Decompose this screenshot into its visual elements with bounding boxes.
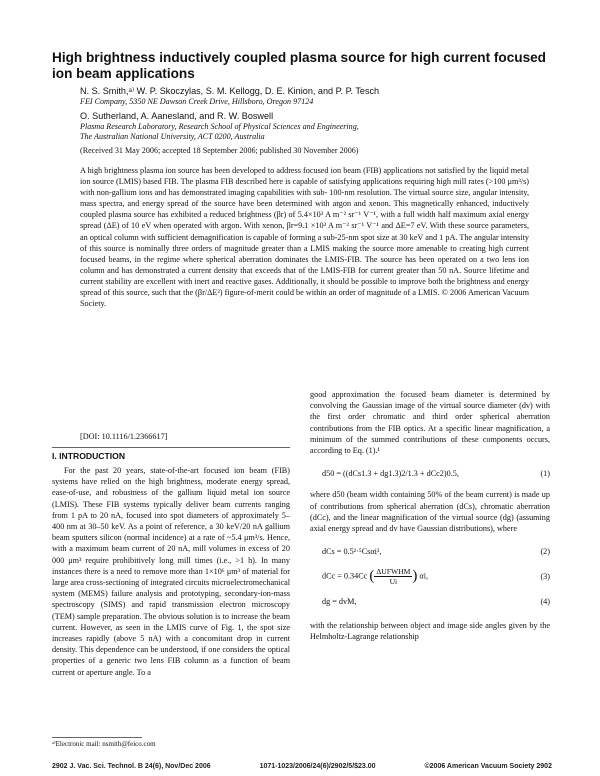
section-heading: I. INTRODUCTION [52, 451, 126, 461]
equation-3-lhs: dCc = 0.34Cc [322, 571, 368, 581]
left-column [52, 465, 290, 678]
equation-4-number: (4) [540, 597, 550, 607]
author-list-1: N. S. Smith,ᵃ⁾ W. P. Skoczylas, S. M. Kellogg, D. E. Kinion, and P. P. Tesch [80, 86, 380, 96]
equation-3-number: (3) [540, 572, 550, 582]
page-footer [52, 763, 552, 770]
equation-3-denominator: Ui [389, 577, 398, 587]
footer-copyright: ©2006 American Vacuum Society 2902 [424, 763, 552, 770]
right-column [310, 389, 550, 642]
equation-3-open-paren: ( [369, 568, 375, 585]
equation-2-body: dCs = 0.5²·⁵Csαi³, [322, 547, 382, 557]
equation-3-close-paren: ) [412, 568, 418, 585]
footer-journal: 2902 J. Vac. Sci. Technol. B 24(6), Nov/Dec 2006 [52, 763, 211, 770]
affiliation-2b: The Australian National University, ACT 0200, Australia [80, 132, 265, 141]
equation-3-rhs: αi, [419, 571, 429, 581]
abstract-divider [52, 447, 290, 448]
author-list-2: O. Sutherland, A. Aanesland, and R. W. Boswell [80, 111, 274, 121]
footer-issn: 1071-1023/2006/24(6)/2902/5/$23.00 [259, 763, 376, 770]
equation-2-number: (2) [540, 547, 550, 557]
affiliation-1: FEI Company, 5350 NE Dawson Creek Drive, Hillsboro, Oregon 97124 [80, 97, 314, 106]
intro-paragraph-3: where d50 (beam width containing 50% of the beam current) is made up of contributions from spherical aberration (dCs), chromatic aberration (dCc), and the linear magnification of the virtual source (dg) (assuming axial energy spread and dv have Gaussian distributions), where [310, 490, 550, 534]
footnote-rule [52, 737, 142, 738]
equation-4-body: dg = dvM, [322, 597, 357, 607]
equation-3 [322, 567, 550, 586]
equation-3-body [322, 567, 428, 586]
received-dates: (Received 31 May 2006; accepted 18 September 2006; published 30 November 2006) [80, 146, 359, 155]
footnote: ᵃ⁾Electronic mail: nsmith@feico.com [52, 740, 156, 748]
equation-4 [322, 596, 550, 607]
abstract [80, 165, 529, 309]
affiliation-2a: Plasma Research Laboratory, Research School of Physical Sciences and Engineering, [80, 122, 359, 131]
article-title: High brightness inductively coupled plasma source for high current focused ion beam applications [52, 50, 546, 81]
equation-3-fraction [374, 567, 412, 586]
equation-1-number: (1) [540, 469, 550, 479]
intro-paragraph-1: For the past 20 years, state-of-the-art focused ion beam (FIB) systems have relied on the high brightness, moderate energy spread, ease-of-use, and robustness of the gallium liquid metal ion source (LMIS). These FIB systems typically deliver beam currents ranging from 1 pA to 20 nA, focused into spot diameters of approximately 5–400 nm at 30–50 keV. As a point of reference, a 30 keV/20 nA gallium beam sputters silicon (normal incidence) at a rate of ~5.4 μm³/s. Hence, with a maximum beam current of 20 nA, mill volumes in excess of 20 000 μm³ require prohibitively long mill times (i.e., >1 h). In many instances there is a need to remove more than 1×10⁶ μm³ of material for large area cross-sectioning of integrated circuits microelectromechanical system (MEMS) failure analysis and prototyping, secondary-ion-mass spectroscopy (SIMS) and rapid transmission electron microscopy (TEM) sample preparation. The obvious solution is to increase the beam current. However, as seen in the LMIS curve of Fig. 1, the spot size increases rapidly (above 5 nA) with a concomitant drop in current density. This dependence can be understood, if one considers the optical properties of a generic two lens FIB column as a function of beam current or aperture angle. To a [52, 466, 290, 677]
abstract-text: A high brightness plasma ion source has been developed to address focused ion beam (FIB) applications not satisfied by the liquid metal ion source (LMIS) based FIB. The plasma FIB described here is capable of satisfying applications requiring high mill rates (>100 μm³/s) with non-gallium ions and has demonstrated imaging capabilities with sub- 100-nm resolution. The virtual source size, angular intensity, mass spectra, and energy spread of the source have been determined with argon and xenon. This magnetically enhanced, inductively coupled plasma source has exhibited a reduced brightness (βr) of 5.4×10³ A m⁻² sr⁻¹ V⁻¹, with a full width half maximum axial energy spread (ΔE) of 10 eV when operated with argon. With xenon, βr=9.1 ×10³ A m⁻² sr⁻¹ V⁻¹ and ΔE=7 eV. With these source parameters, an optical column with sufficient demagnification is capable of forming a sub-25-nm spot size at 30 keV and 1 pA. The angular intensity of this source is nominally three orders of magnitude greater than a LMIS making the source more amenable to creating high current focused beams, in the regime where spherical aberration dominates the LMIS-FIB. The source has been operated on a two lens ion column and has demonstrated a current density that exceeds that of the LMIS-FIB for current greater than 50 nA. Source lifetime and current stability are excellent with inert and reactive gases. Additionally, it should be possible to improve both the brightness and energy spread of this source, such that the (βr/ΔE²) figure-of-merit could be within an order of magnitude of a LMIS. © 2006 American Vacuum Society. [80, 166, 529, 309]
equation-1-body: d50 = ((dCs1.3 + dg1.3)2/1.3 + dCc2)0.5, [322, 469, 459, 479]
intro-paragraph-2: good approximation the focused beam diameter is determined by convolving the Gaussian image of the virtual source diameter (dv) with the first order chromatic and third order spherical aberration contributions from the FIB optics. At a specific linear magnification, a minimum of the summed contributions of these components occurs, according to Eq. (1).¹ [310, 390, 550, 456]
doi[interactable]: [DOI: 10.1116/1.2366617] [80, 432, 168, 441]
equation-2 [322, 546, 550, 557]
intro-paragraph-4: with the relationship between object and image side angles given by the Helmholtz-Lagrange relationship [310, 620, 550, 641]
equation-1 [322, 468, 550, 479]
equation-3-numerator: ΔUFWHM [376, 567, 411, 577]
